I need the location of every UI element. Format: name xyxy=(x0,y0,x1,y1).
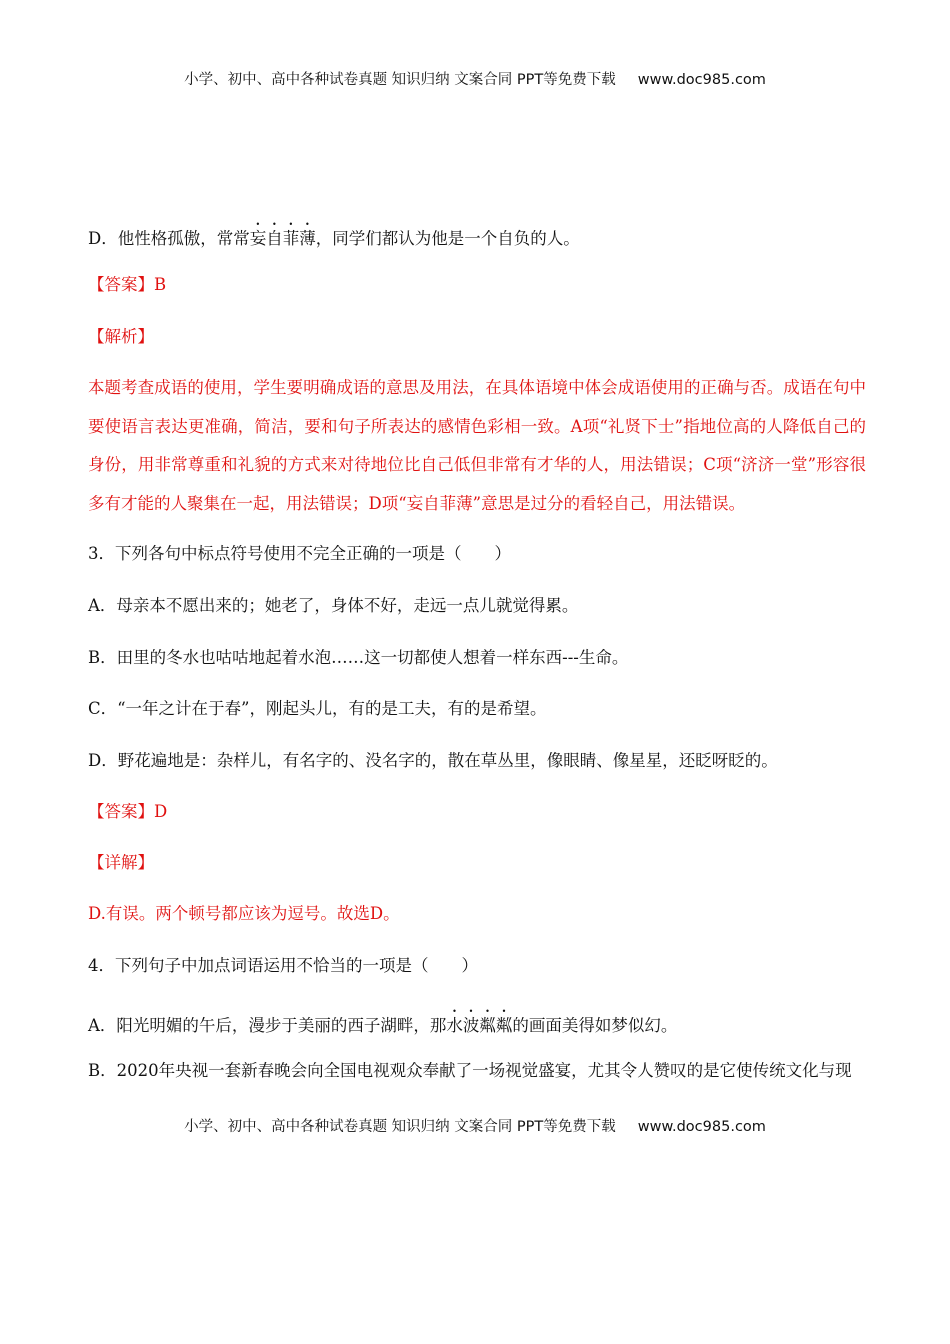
q3-option-d: D．野花遍地是：杂样儿，有名字的、没名字的，散在草丛里，像眼睛、像星星，还眨呀眨的。 xyxy=(88,751,778,770)
q2-answer-value: B xyxy=(154,275,167,294)
q4-option-a-after: 的画面美得如梦似幻。 xyxy=(512,1016,678,1035)
q2-option-d xyxy=(88,220,580,251)
q2-option-d-after: ，同学们都认为他是一个自负的人。 xyxy=(315,229,580,248)
footer-url[interactable]: www.doc985.com xyxy=(637,1119,766,1135)
q2-option-d-emphasis: 妄自菲薄 xyxy=(249,229,316,248)
q3-answer xyxy=(88,800,167,824)
q4-option-a-emphasis: 水波粼粼 xyxy=(446,1016,513,1035)
q2-answer-label: 【答案】 xyxy=(88,275,154,294)
q4-stem: 4．下列句子中加点词语运用不恰当的一项是（ ） xyxy=(88,956,478,975)
q2-answer xyxy=(88,273,166,297)
page-header xyxy=(0,68,950,89)
page-footer xyxy=(0,1115,950,1136)
q2-analysis-label xyxy=(88,325,154,349)
q2-analysis-text: 本题考查成语的使用，学生要明确成语的意思及用法，在具体语境中体会成语使用的正确与否。成语在句中要使语言表达更准确，简洁，要和句子所表达的感情色彩相一致。A项“礼贤下士”指地位高的人降低自己的身份，用非常尊重和礼貌的方式来对待地位比自己低但非常有才华的人，用法错误；C项“济济一堂”形容很多有才能的人聚集在一起，用法错误；D项“妄自菲薄”意思是过分的看轻自己，用法错误。 xyxy=(88,378,866,513)
footer-text: 小学、初中、高中各种试卷真题 知识归纳 文案合同 PPT等免费下载 xyxy=(184,1119,616,1135)
header-url[interactable]: www.doc985.com xyxy=(637,72,766,88)
q3-option-c: C．“一年之计在于春”，刚起头儿，有的是工夫，有的是希望。 xyxy=(88,699,547,718)
q4-option-a xyxy=(88,1007,677,1038)
q3-stem: 3．下列各句中标点符号使用不完全正确的一项是（ ） xyxy=(88,544,511,563)
q2-analysis-label-text: 【解析】 xyxy=(88,327,154,346)
q4-option-b: B．2020年央视一套新春晚会向全国电视观众奉献了一场视觉盛宴，尤其令人赞叹的是它使传统文化与现 xyxy=(88,1061,852,1080)
q3-answer-value: D xyxy=(154,802,168,821)
q3-answer-label: 【答案】 xyxy=(88,802,154,821)
q3-detail-text: D.有误。两个顿号都应该为逗号。故选D。 xyxy=(88,904,400,923)
q3-option-a: A．母亲本不愿出来的；她老了，身体不好，走远一点儿就觉得累。 xyxy=(88,596,579,615)
header-text: 小学、初中、高中各种试卷真题 知识归纳 文案合同 PPT等免费下载 xyxy=(184,72,616,88)
q2-option-d-before: D．他性格孤傲，常常 xyxy=(88,229,250,248)
q3-detail-label xyxy=(88,851,154,875)
q3-option-b: B．田里的冬水也咕咕地起着水泡……这一切都使人想着一样东西---生命。 xyxy=(88,648,629,667)
q4-option-a-before: A．阳光明媚的午后，漫步于美丽的西子湖畔，那 xyxy=(88,1016,447,1035)
q3-detail-label-text: 【详解】 xyxy=(88,853,154,872)
